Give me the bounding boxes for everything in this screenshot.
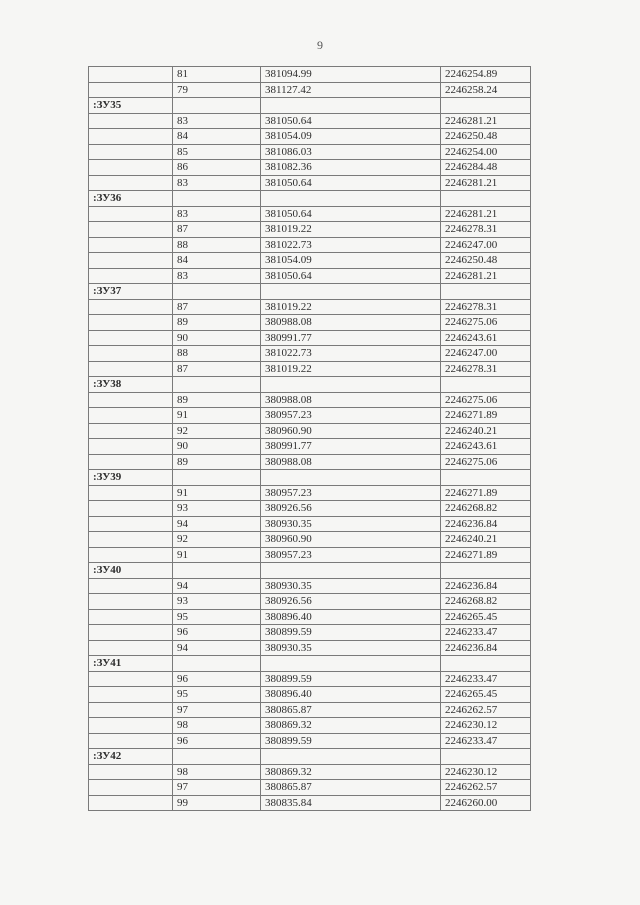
empty-cell [89, 175, 173, 191]
point-number-cell: 93 [173, 501, 261, 517]
empty-cell [261, 98, 441, 114]
section-label: :ЗУ38 [89, 377, 173, 393]
empty-cell [261, 749, 441, 765]
section-header-row [89, 377, 531, 393]
empty-cell [89, 578, 173, 594]
x-coordinate-cell: 380930.35 [261, 516, 441, 532]
empty-cell [89, 485, 173, 501]
x-coordinate-cell: 381082.36 [261, 160, 441, 176]
y-coordinate-cell: 2246233.47 [441, 733, 531, 749]
section-header-row [89, 98, 531, 114]
empty-cell [89, 439, 173, 455]
x-coordinate-cell: 380899.59 [261, 733, 441, 749]
section-label: :ЗУ37 [89, 284, 173, 300]
x-coordinate-cell: 380896.40 [261, 687, 441, 703]
y-coordinate-cell: 2246281.21 [441, 206, 531, 222]
table-row [89, 532, 531, 548]
y-coordinate-cell: 2246281.21 [441, 175, 531, 191]
y-coordinate-cell: 2246275.06 [441, 454, 531, 470]
empty-cell [89, 253, 173, 269]
y-coordinate-cell: 2246281.21 [441, 268, 531, 284]
empty-cell [173, 377, 261, 393]
empty-cell [89, 547, 173, 563]
point-number-cell: 96 [173, 733, 261, 749]
empty-cell [89, 330, 173, 346]
x-coordinate-cell: 380869.32 [261, 764, 441, 780]
empty-cell [89, 454, 173, 470]
x-coordinate-cell: 380988.08 [261, 454, 441, 470]
empty-cell [89, 222, 173, 238]
point-number-cell: 87 [173, 361, 261, 377]
point-number-cell: 87 [173, 222, 261, 238]
table-row [89, 144, 531, 160]
point-number-cell: 98 [173, 718, 261, 734]
x-coordinate-cell: 380988.08 [261, 315, 441, 331]
x-coordinate-cell: 380957.23 [261, 408, 441, 424]
table-row [89, 330, 531, 346]
x-coordinate-cell: 380865.87 [261, 702, 441, 718]
point-number-cell: 89 [173, 315, 261, 331]
empty-cell [441, 749, 531, 765]
y-coordinate-cell: 2246247.00 [441, 346, 531, 362]
y-coordinate-cell: 2246278.31 [441, 299, 531, 315]
y-coordinate-cell: 2246275.06 [441, 392, 531, 408]
y-coordinate-cell: 2246236.84 [441, 516, 531, 532]
empty-cell [89, 144, 173, 160]
empty-cell [173, 563, 261, 579]
point-number-cell: 97 [173, 780, 261, 796]
x-coordinate-cell: 380930.35 [261, 640, 441, 656]
point-number-cell: 90 [173, 439, 261, 455]
empty-cell [89, 516, 173, 532]
table-row [89, 547, 531, 563]
y-coordinate-cell: 2246230.12 [441, 764, 531, 780]
x-coordinate-cell: 381019.22 [261, 299, 441, 315]
y-coordinate-cell: 2246275.06 [441, 315, 531, 331]
table-row [89, 454, 531, 470]
empty-cell [89, 702, 173, 718]
x-coordinate-cell: 381094.99 [261, 67, 441, 83]
section-header-row [89, 470, 531, 486]
x-coordinate-cell: 381022.73 [261, 346, 441, 362]
empty-cell [89, 640, 173, 656]
y-coordinate-cell: 2246233.47 [441, 625, 531, 641]
empty-cell [89, 780, 173, 796]
table-row [89, 67, 531, 83]
y-coordinate-cell: 2246254.00 [441, 144, 531, 160]
point-number-cell: 83 [173, 206, 261, 222]
empty-cell [441, 563, 531, 579]
y-coordinate-cell: 2246278.31 [441, 361, 531, 377]
x-coordinate-cell: 380991.77 [261, 330, 441, 346]
x-coordinate-cell: 380957.23 [261, 485, 441, 501]
point-number-cell: 83 [173, 268, 261, 284]
section-label: :ЗУ42 [89, 749, 173, 765]
point-number-cell: 89 [173, 392, 261, 408]
point-number-cell: 89 [173, 454, 261, 470]
x-coordinate-cell: 380930.35 [261, 578, 441, 594]
point-number-cell: 91 [173, 547, 261, 563]
point-number-cell: 79 [173, 82, 261, 98]
empty-cell [89, 160, 173, 176]
empty-cell [173, 284, 261, 300]
empty-cell [89, 361, 173, 377]
section-label: :ЗУ41 [89, 656, 173, 672]
y-coordinate-cell: 2246243.61 [441, 330, 531, 346]
y-coordinate-cell: 2246268.82 [441, 501, 531, 517]
table-row [89, 578, 531, 594]
table-row [89, 733, 531, 749]
y-coordinate-cell: 2246243.61 [441, 439, 531, 455]
table-row [89, 206, 531, 222]
table-row [89, 160, 531, 176]
empty-cell [173, 656, 261, 672]
y-coordinate-cell: 2246262.57 [441, 702, 531, 718]
y-coordinate-cell: 2246250.48 [441, 253, 531, 269]
empty-cell [89, 129, 173, 145]
x-coordinate-cell: 381050.64 [261, 175, 441, 191]
table-row [89, 640, 531, 656]
table-row [89, 501, 531, 517]
point-number-cell: 84 [173, 253, 261, 269]
x-coordinate-cell: 381050.64 [261, 206, 441, 222]
x-coordinate-cell: 380926.56 [261, 501, 441, 517]
empty-cell [261, 191, 441, 207]
x-coordinate-cell: 381022.73 [261, 237, 441, 253]
point-number-cell: 94 [173, 516, 261, 532]
point-number-cell: 93 [173, 594, 261, 610]
table-row [89, 609, 531, 625]
point-number-cell: 98 [173, 764, 261, 780]
table-row [89, 625, 531, 641]
x-coordinate-cell: 380865.87 [261, 780, 441, 796]
x-coordinate-cell: 380869.32 [261, 718, 441, 734]
x-coordinate-cell: 380899.59 [261, 671, 441, 687]
section-header-row [89, 284, 531, 300]
empty-cell [89, 795, 173, 811]
empty-cell [89, 346, 173, 362]
y-coordinate-cell: 2246271.89 [441, 408, 531, 424]
empty-cell [173, 749, 261, 765]
x-coordinate-cell: 380926.56 [261, 594, 441, 610]
empty-cell [89, 113, 173, 129]
point-number-cell: 87 [173, 299, 261, 315]
x-coordinate-cell: 381019.22 [261, 222, 441, 238]
y-coordinate-cell: 2246233.47 [441, 671, 531, 687]
table-row [89, 485, 531, 501]
table-row [89, 237, 531, 253]
empty-cell [261, 470, 441, 486]
point-number-cell: 94 [173, 578, 261, 594]
empty-cell [89, 392, 173, 408]
empty-cell [89, 315, 173, 331]
empty-cell [261, 563, 441, 579]
table-row [89, 780, 531, 796]
point-number-cell: 85 [173, 144, 261, 160]
table-row [89, 408, 531, 424]
section-header-row [89, 191, 531, 207]
empty-cell [89, 206, 173, 222]
y-coordinate-cell: 2246250.48 [441, 129, 531, 145]
point-number-cell: 92 [173, 423, 261, 439]
y-coordinate-cell: 2246284.48 [441, 160, 531, 176]
empty-cell [261, 284, 441, 300]
x-coordinate-cell: 381050.64 [261, 268, 441, 284]
y-coordinate-cell: 2246258.24 [441, 82, 531, 98]
table-row [89, 439, 531, 455]
x-coordinate-cell: 380988.08 [261, 392, 441, 408]
table-row [89, 687, 531, 703]
x-coordinate-cell: 380957.23 [261, 547, 441, 563]
empty-cell [89, 733, 173, 749]
y-coordinate-cell: 2246230.12 [441, 718, 531, 734]
empty-cell [89, 423, 173, 439]
empty-cell [173, 191, 261, 207]
point-number-cell: 95 [173, 687, 261, 703]
empty-cell [89, 268, 173, 284]
point-number-cell: 90 [173, 330, 261, 346]
empty-cell [173, 98, 261, 114]
x-coordinate-cell: 381127.42 [261, 82, 441, 98]
point-number-cell: 86 [173, 160, 261, 176]
point-number-cell: 83 [173, 113, 261, 129]
coordinates-table-body [89, 67, 531, 811]
empty-cell [89, 594, 173, 610]
point-number-cell: 88 [173, 237, 261, 253]
y-coordinate-cell: 2246278.31 [441, 222, 531, 238]
point-number-cell: 83 [173, 175, 261, 191]
x-coordinate-cell: 380835.84 [261, 795, 441, 811]
section-label: :ЗУ36 [89, 191, 173, 207]
empty-cell [441, 377, 531, 393]
y-coordinate-cell: 2246271.89 [441, 485, 531, 501]
y-coordinate-cell: 2246236.84 [441, 578, 531, 594]
y-coordinate-cell: 2246260.00 [441, 795, 531, 811]
table-row [89, 299, 531, 315]
y-coordinate-cell: 2246254.89 [441, 67, 531, 83]
table-row [89, 594, 531, 610]
empty-cell [89, 718, 173, 734]
empty-cell [89, 237, 173, 253]
section-label: :ЗУ39 [89, 470, 173, 486]
empty-cell [89, 82, 173, 98]
x-coordinate-cell: 381086.03 [261, 144, 441, 160]
empty-cell [89, 532, 173, 548]
section-header-row [89, 563, 531, 579]
empty-cell [441, 470, 531, 486]
point-number-cell: 97 [173, 702, 261, 718]
empty-cell [441, 98, 531, 114]
empty-cell [441, 191, 531, 207]
table-row [89, 702, 531, 718]
empty-cell [89, 609, 173, 625]
empty-cell [89, 671, 173, 687]
empty-cell [261, 656, 441, 672]
x-coordinate-cell: 380960.90 [261, 423, 441, 439]
table-row [89, 764, 531, 780]
x-coordinate-cell: 380896.40 [261, 609, 441, 625]
point-number-cell: 95 [173, 609, 261, 625]
empty-cell [89, 67, 173, 83]
section-header-row [89, 749, 531, 765]
empty-cell [441, 656, 531, 672]
y-coordinate-cell: 2246240.21 [441, 423, 531, 439]
point-number-cell: 92 [173, 532, 261, 548]
empty-cell [89, 687, 173, 703]
table-row [89, 315, 531, 331]
table-row [89, 82, 531, 98]
section-header-row [89, 656, 531, 672]
x-coordinate-cell: 381054.09 [261, 253, 441, 269]
point-number-cell: 96 [173, 625, 261, 641]
empty-cell [261, 377, 441, 393]
table-row [89, 423, 531, 439]
empty-cell [89, 501, 173, 517]
table-row [89, 222, 531, 238]
y-coordinate-cell: 2246262.57 [441, 780, 531, 796]
page-number: 9 [317, 38, 323, 52]
y-coordinate-cell: 2246236.84 [441, 640, 531, 656]
y-coordinate-cell: 2246240.21 [441, 532, 531, 548]
section-label: :ЗУ35 [89, 98, 173, 114]
x-coordinate-cell: 380899.59 [261, 625, 441, 641]
empty-cell [441, 284, 531, 300]
point-number-cell: 96 [173, 671, 261, 687]
x-coordinate-cell: 381050.64 [261, 113, 441, 129]
point-number-cell: 91 [173, 408, 261, 424]
point-number-cell: 81 [173, 67, 261, 83]
point-number-cell: 99 [173, 795, 261, 811]
table-row [89, 346, 531, 362]
table-row [89, 253, 531, 269]
x-coordinate-cell: 380991.77 [261, 439, 441, 455]
y-coordinate-cell: 2246265.45 [441, 609, 531, 625]
x-coordinate-cell: 380960.90 [261, 532, 441, 548]
x-coordinate-cell: 381054.09 [261, 129, 441, 145]
table-row [89, 113, 531, 129]
empty-cell [89, 408, 173, 424]
point-number-cell: 84 [173, 129, 261, 145]
table-row [89, 175, 531, 191]
table-row [89, 718, 531, 734]
point-number-cell: 94 [173, 640, 261, 656]
point-number-cell: 88 [173, 346, 261, 362]
table-row [89, 129, 531, 145]
table-row [89, 392, 531, 408]
empty-cell [89, 764, 173, 780]
y-coordinate-cell: 2246247.00 [441, 237, 531, 253]
table-row [89, 516, 531, 532]
table-row [89, 671, 531, 687]
y-coordinate-cell: 2246265.45 [441, 687, 531, 703]
table-row [89, 268, 531, 284]
x-coordinate-cell: 381019.22 [261, 361, 441, 377]
y-coordinate-cell: 2246281.21 [441, 113, 531, 129]
table-row [89, 795, 531, 811]
y-coordinate-cell: 2246268.82 [441, 594, 531, 610]
coordinates-table [88, 66, 531, 811]
empty-cell [89, 299, 173, 315]
y-coordinate-cell: 2246271.89 [441, 547, 531, 563]
empty-cell [173, 470, 261, 486]
table-row [89, 361, 531, 377]
section-label: :ЗУ40 [89, 563, 173, 579]
point-number-cell: 91 [173, 485, 261, 501]
empty-cell [89, 625, 173, 641]
